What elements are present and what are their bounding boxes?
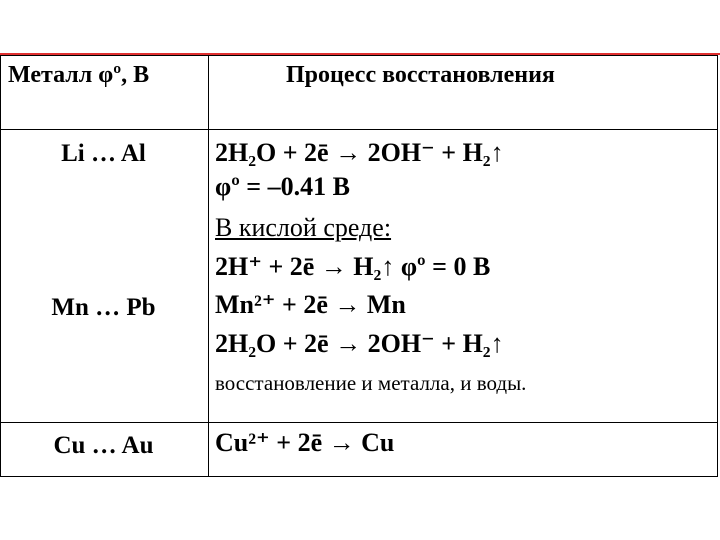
equation-copper: Cu²⁺ + 2ē → Cu — [215, 428, 395, 457]
equation-water-reduction: 2H₂O + 2ē → 2OH⁻ + H₂↑ — [215, 138, 504, 167]
metals-li-al: Li … Al — [61, 140, 146, 167]
equation-hydrogen-acid: 2H⁺ + 2ē → H₂↑ φº = 0 В — [215, 252, 491, 281]
header-metal-potential: Металл φº, В — [8, 62, 150, 88]
acid-medium-label: В кислой среде: — [215, 213, 392, 242]
column-divider — [208, 56, 209, 476]
header-reduction-process: Процесс восстановления — [286, 62, 555, 88]
potential-water: φº = –0.41 В — [215, 172, 350, 201]
row-divider — [1, 129, 717, 130]
equation-manganese: Mn²⁺ + 2ē → Mn — [215, 290, 406, 319]
equation-water-reduction-2: 2H₂O + 2ē → 2OH⁻ + H₂↑ — [215, 329, 504, 358]
row-divider — [1, 422, 717, 423]
metals-mn-pb: Mn … Pb — [51, 294, 156, 321]
note-metal-and-water: восстановление и металла, и воды. — [215, 371, 527, 395]
metals-cu-au: Cu … Au — [53, 432, 154, 459]
